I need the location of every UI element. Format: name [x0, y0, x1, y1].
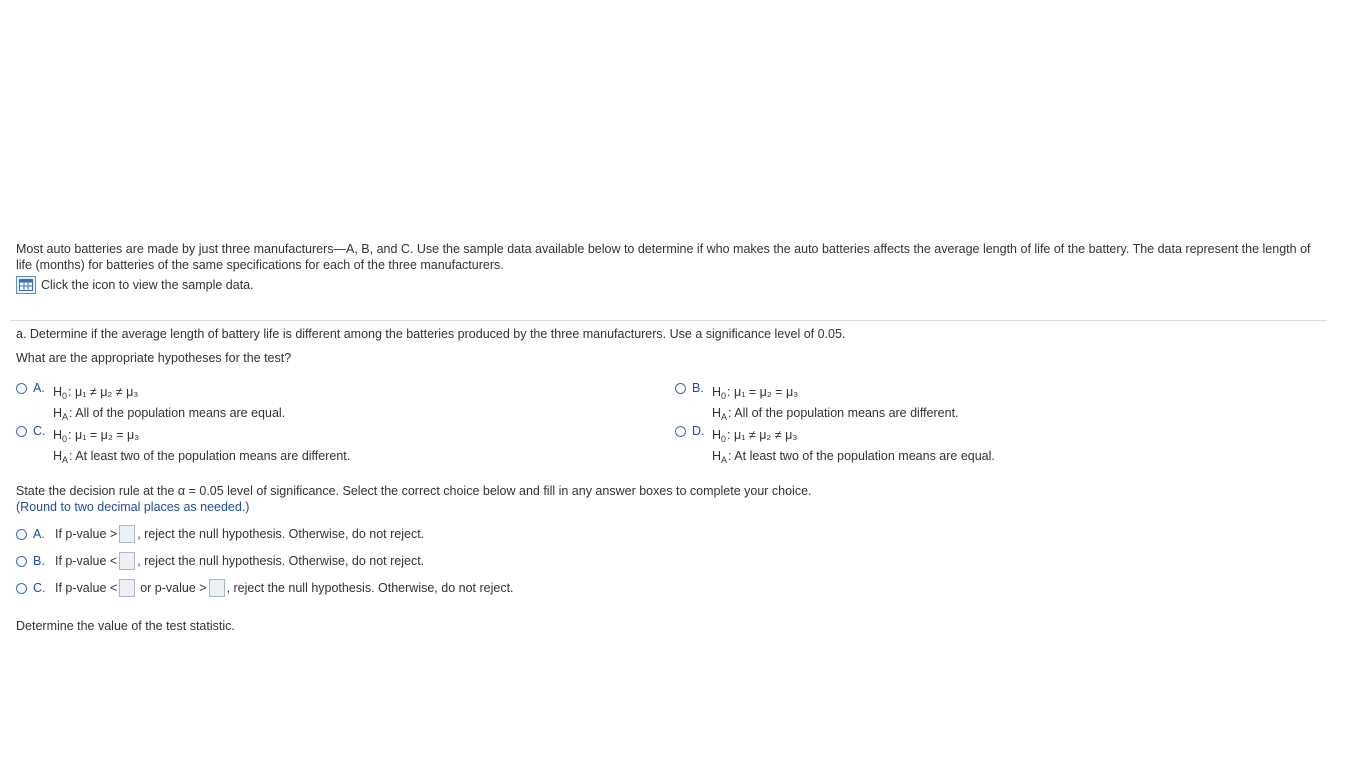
part-a-question: a. Determine if the average length of battery life is different among the batteries produced by the three manufacturers. Use a significance level of 0.05.	[16, 327, 846, 341]
radio-button[interactable]	[16, 556, 27, 567]
answer-box[interactable]	[119, 525, 135, 543]
sample-data-label[interactable]: Click the icon to view the sample data.	[41, 278, 254, 292]
divider	[10, 320, 1327, 321]
radio-button[interactable]	[16, 383, 27, 394]
test-statistic-prompt: Determine the value of the test statistic.	[16, 619, 235, 633]
decision-option-a[interactable]	[16, 525, 424, 543]
hypothesis-option-d[interactable]	[675, 424, 995, 466]
null-hypothesis: H 0 : μ₁ ≠ μ₂ ≠ μ₃	[53, 384, 139, 401]
decision-rule-prompt: State the decision rule at the α = 0.05 level of significance. Select the correct choice below and fill in any answer boxes to complete your choice.	[16, 484, 812, 498]
radio-button[interactable]	[675, 426, 686, 437]
decision-option-c[interactable]	[16, 579, 514, 597]
null-hypothesis: H 0 : μ₁ = μ₂ = μ₃	[53, 427, 140, 444]
option-letter: B.	[692, 381, 704, 395]
option-post-text: , reject the null hypothesis. Otherwise, do not reject.	[226, 581, 514, 595]
option-mid-text: or p-value >	[140, 581, 207, 595]
hypothesis-option-a[interactable]	[16, 381, 285, 423]
rounding-hint: (Round to two decimal places as needed.)	[16, 500, 250, 514]
sample-data-link[interactable]	[16, 276, 254, 294]
hypotheses-prompt: What are the appropriate hypotheses for the test?	[16, 351, 292, 365]
option-letter: B.	[33, 554, 45, 568]
radio-button[interactable]	[16, 583, 27, 594]
decision-option-b[interactable]	[16, 552, 424, 570]
hypothesis-option-c[interactable]	[16, 424, 350, 466]
option-letter: C.	[33, 424, 46, 438]
answer-box-lower[interactable]	[119, 579, 135, 597]
radio-button[interactable]	[16, 529, 27, 540]
radio-button[interactable]	[16, 426, 27, 437]
hypothesis-option-b[interactable]	[675, 381, 959, 423]
alternative-hypothesis: H A : All of the population means are equal.	[53, 405, 286, 422]
radio-button[interactable]	[675, 383, 686, 394]
table-icon[interactable]	[16, 276, 36, 294]
option-letter: A.	[33, 381, 45, 395]
alternative-hypothesis: H A : At least two of the population means are equal.	[712, 448, 995, 465]
option-letter: C.	[33, 581, 46, 595]
null-hypothesis: H 0 : μ₁ ≠ μ₂ ≠ μ₃	[712, 427, 798, 444]
null-hypothesis: H 0 : μ₁ = μ₂ = μ₃	[712, 384, 799, 401]
alternative-hypothesis: H A : All of the population means are different.	[712, 405, 959, 422]
option-pre-text: If p-value <	[55, 554, 118, 568]
answer-box[interactable]	[119, 552, 135, 570]
answer-box-upper[interactable]	[209, 579, 225, 597]
option-post-text: , reject the null hypothesis. Otherwise, do not reject.	[137, 554, 425, 568]
problem-intro: Most auto batteries are made by just three manufacturers—A, B, and C. Use the sample data available below to determine if who makes the auto batteries affects the average length of life of the battery. The data represent the length of life (months) for batteries of the same specifications for each of the three manufacturers.	[16, 242, 1311, 272]
option-letter: A.	[33, 527, 45, 541]
option-post-text: , reject the null hypothesis. Otherwise, do not reject.	[137, 527, 425, 541]
option-pre-text: If p-value <	[55, 581, 118, 595]
alternative-hypothesis: H A : At least two of the population means are different.	[53, 448, 351, 465]
option-letter: D.	[692, 424, 705, 438]
option-pre-text: If p-value >	[55, 527, 118, 541]
